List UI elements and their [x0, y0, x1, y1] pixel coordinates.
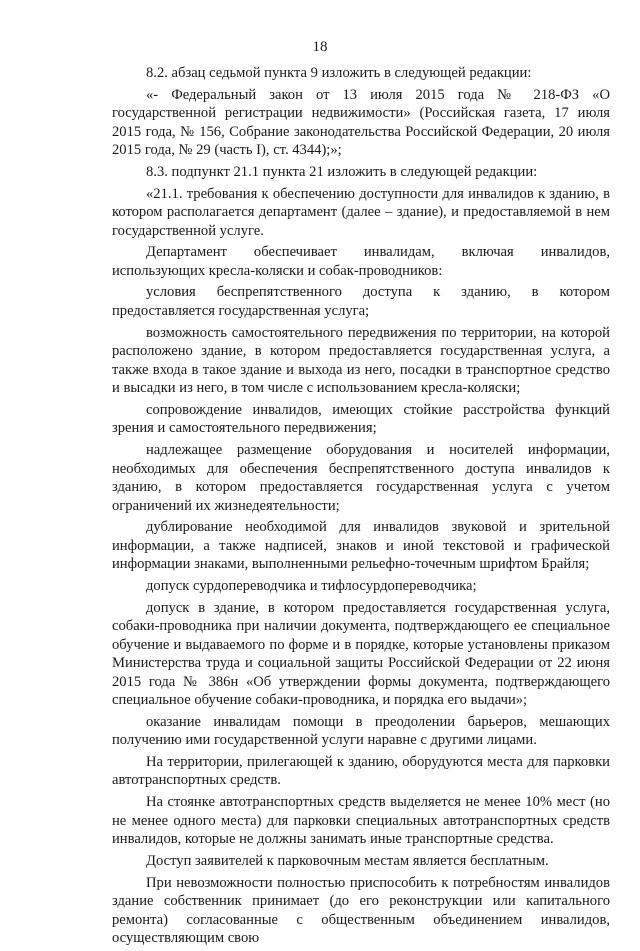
paragraph-owner-measures: При невозможности полностью приспособить к потребностям инвалидов здание собственник принимает (до его реконструкции или капитального ремонта) согласованные с общественным объединением инвалидов, осуществляющим свою — [112, 874, 610, 946]
paragraph-21-1: «21.1. требования к обеспечению доступности для инвалидов к зданию, в котором располагается департамент (далее – здание), и предоставляемой в нем государственной услуге. — [112, 185, 610, 239]
paragraph-interpreters: допуск сурдопереводчика и тифлосурдопереводчика; — [146, 577, 477, 594]
paragraph-federal-law: «- Федеральный закон от 13 июля 2015 года № 218-ФЗ «О государственной регистрации недвижимости» (Российская газета, 17 июля 2015 года, № 156, Собрание законодательства Российской Федерации, 20 июля 2015 года, № 29 (часть I), ст. 4344);»; — [112, 86, 610, 159]
paragraph-8-2: 8.2. абзац седьмой пункта 9 изложить в следующей редакции: — [146, 65, 532, 81]
paragraph-parking-free: Доступ заявителей к парковочным местам является бесплатным. — [146, 852, 549, 869]
paragraph-escort: сопровождение инвалидов, имеющих стойкие расстройства функций зрения и самостоятельного передвижения; — [112, 401, 610, 437]
paragraph-equipment: надлежащее размещение оборудования и носителей информации, необходимых для обеспечения беспрепятственного доступа инвалидов к зданию, в котором предоставляется государственная услуга с учетом ограничений их жизнедеятельности; — [112, 442, 610, 514]
paragraph-8-3: 8.3. подпункт 21.1 пункта 21 изложить в следующей редакции: — [146, 163, 538, 180]
paragraph-assistance: оказание инвалидам помощи в преодолении барьеров, мешающих получению ими государственной услуги наравне с другими лицами. — [112, 713, 610, 749]
paragraph-braille: дублирование необходимой для инвалидов звуковой и зрительной информации, а также надписей, знаков и иной текстовой и графической информации знаками, выполненными рельефно-точечным шрифтом Брайля; — [112, 519, 610, 573]
paragraph-movement: возможность самостоятельного передвижения по территории, на которой расположено здание, в котором предоставляется государственная услуга, а также входа в такое здание и выхода из него, посадки в транспортное средство и высадки из него, в том числе с использованием кресла-коляски; — [112, 324, 610, 397]
page-number: 18 — [312, 39, 328, 55]
paragraph-parking-share: На стоянке автотранспортных средств выделяется не менее 10% мест (но не менее одного места) для парковки специальных автотранспортных средств инвалидов, которые не должны занимать иные транспортные средства. — [112, 794, 610, 848]
paragraph-access-conditions: условия беспрепятственного доступа к зданию, в котором предоставляется государственная услуга; — [112, 284, 610, 319]
paragraph-parking-territory: На территории, прилегающей к зданию, оборудуются места для парковки автотранспортных средств. — [112, 753, 610, 789]
paragraph-guide-dog: допуск в здание, в котором предоставляется государственная услуга, собаки-проводника при наличии документа, подтверждающего ее специальное обучение и выдаваемого по форме и в порядке, которые установлены приказом Министерства труда и социальной защиты Российской Федерации от 22 июня 2015 года № 386н «Об утверждении формы документа, подтверждающего специальное обучение собаки-проводника, и порядка его выдачи»; — [112, 599, 610, 709]
document-body — [112, 64, 610, 951]
paragraph-department-provides: Департамент обеспечивает инвалидам, включая инвалидов, использующих кресла-коляски и собак-проводников: — [112, 244, 610, 279]
